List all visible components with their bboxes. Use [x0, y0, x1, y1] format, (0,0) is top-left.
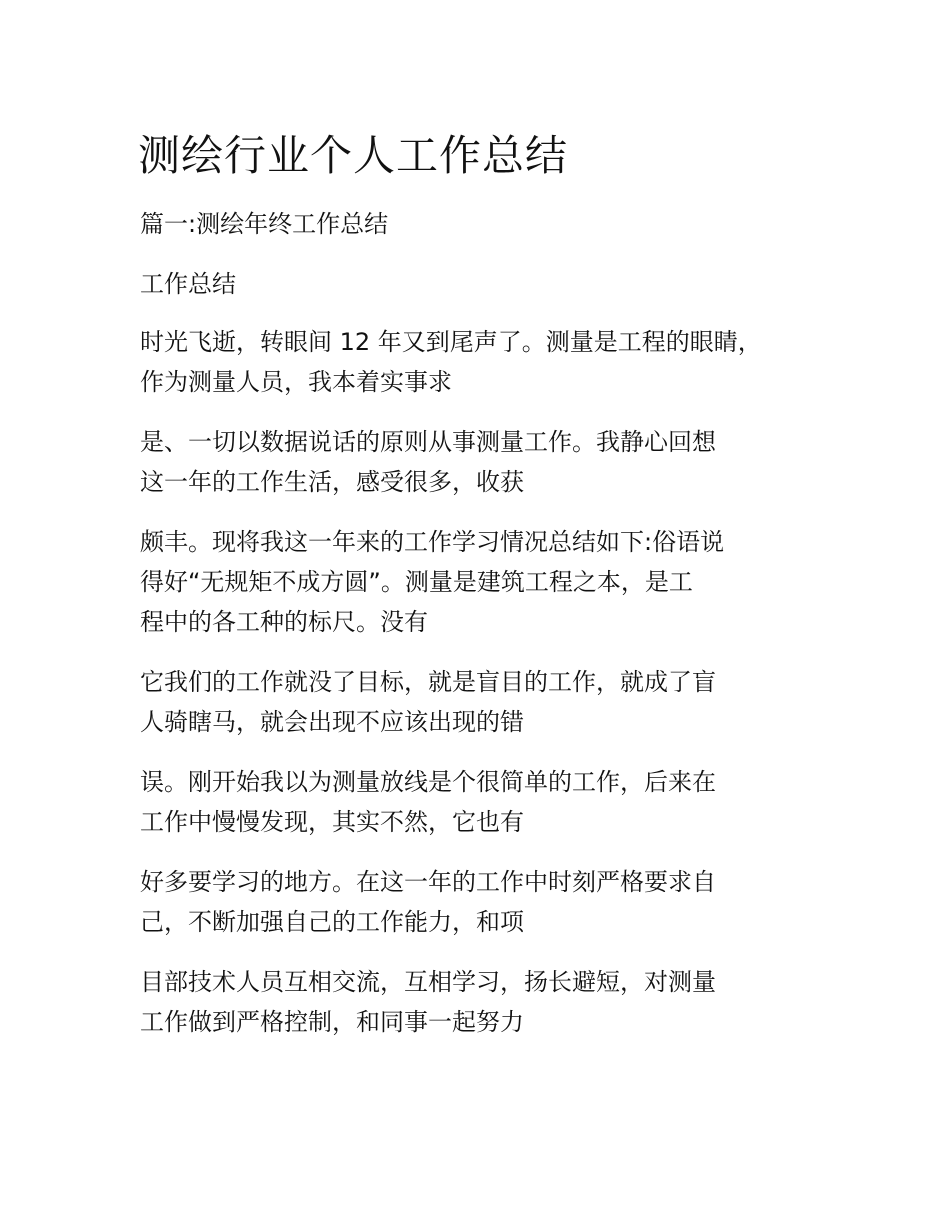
paragraph-line: 好多要学习的地方。在这一年的工作中时刻严格要求自	[140, 868, 716, 896]
paragraph-1	[140, 322, 762, 402]
paragraph-line: 颇丰。现将我这一年来的工作学习情况总结如下:俗语说	[140, 528, 725, 556]
paragraph-line: 程中的各工种的标尺。没有	[140, 608, 428, 636]
paragraph-5	[140, 762, 716, 842]
paragraph-line: 目部技术人员互相交流，互相学习，扬长避短，对测量	[140, 968, 716, 996]
subheading: 工作总结	[140, 270, 236, 298]
paragraph-3	[140, 522, 724, 642]
paragraph-line: 这一年的工作生活，感受很多，收获	[140, 468, 524, 496]
paragraph-line: 人骑瞎马，就会出现不应该出现的错	[140, 708, 524, 736]
paragraph-4	[140, 662, 716, 742]
paragraph-line: 作为测量人员，我本着实事求	[140, 368, 452, 396]
paragraph-6	[140, 862, 716, 942]
paragraph-line: 工作做到严格控制，和同事一起努力	[140, 1008, 524, 1036]
paragraph-2	[140, 422, 716, 502]
paragraph-line: 得好“无规矩不成方圆”。测量是建筑工程之本，是工	[140, 568, 693, 596]
paragraph-line: 是、一切以数据说话的原则从事测量工作。我静心回想	[140, 428, 716, 456]
section-heading: 篇一:测绘年终工作总结	[140, 210, 389, 238]
paragraph-7	[140, 962, 716, 1042]
paragraph-line: 它我们的工作就没了目标，就是盲目的工作，就成了盲	[140, 668, 716, 696]
paragraph-line: 工作中慢慢发现，其实不然，它也有	[140, 808, 524, 836]
paragraph-line: 时光飞逝，转眼间 12 年又到尾声了。测量是工程的眼睛，	[140, 328, 762, 356]
paragraph-line: 己，不断加强自己的工作能力，和项	[140, 908, 524, 936]
document-title: 测绘行业个人工作总结	[138, 131, 569, 180]
paragraph-line: 误。刚开始我以为测量放线是个很简单的工作，后来在	[140, 768, 716, 796]
